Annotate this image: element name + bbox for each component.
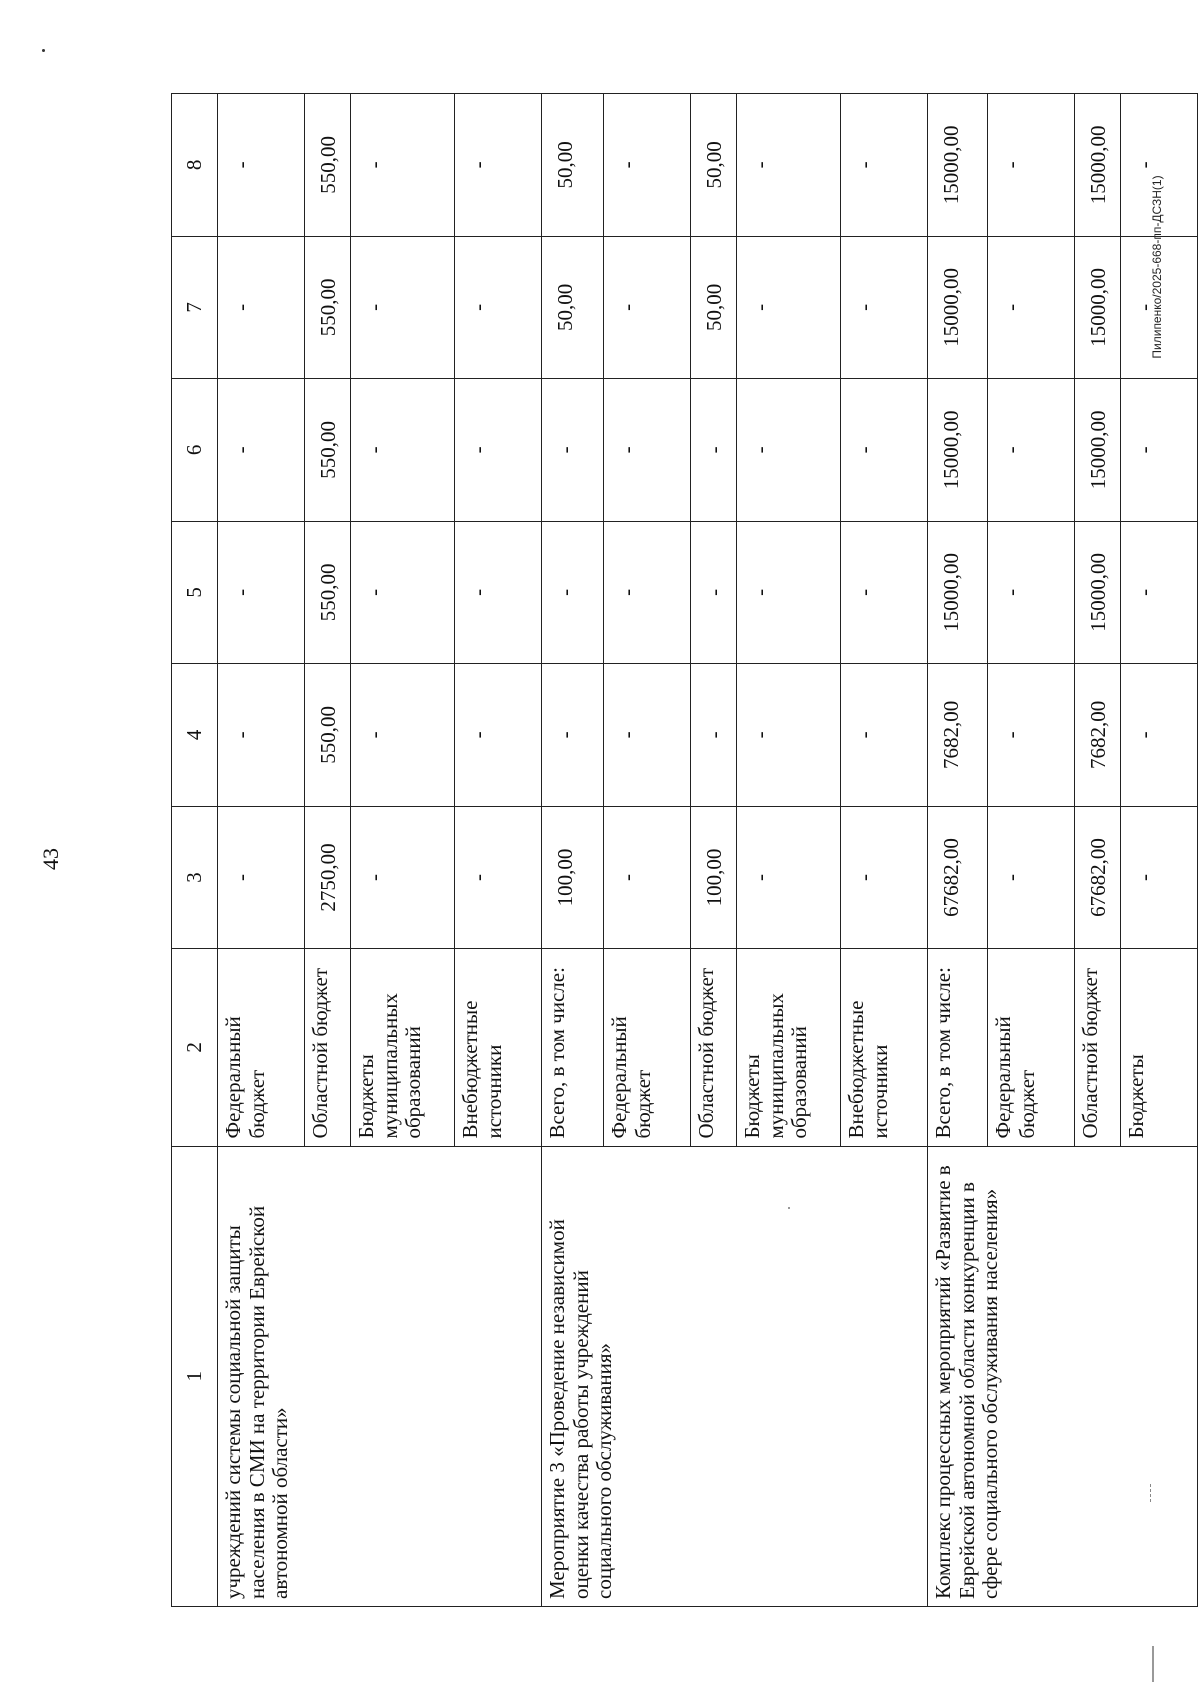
amount-cell: - bbox=[988, 521, 1075, 664]
amount-cell: - bbox=[1121, 664, 1198, 807]
amount-cell: - bbox=[455, 664, 542, 807]
amount-cell: 15000,00 bbox=[1075, 94, 1121, 237]
amount-cell: - bbox=[351, 94, 455, 237]
scan-speck bbox=[42, 49, 45, 52]
amount-cell: - bbox=[604, 806, 691, 949]
amount-cell: - bbox=[351, 236, 455, 379]
amount-cell: 15000,00 bbox=[928, 94, 988, 237]
amount-cell: 15000,00 bbox=[928, 379, 988, 522]
amount-cell: - bbox=[604, 379, 691, 522]
amount-cell: - bbox=[604, 236, 691, 379]
funding-source: Всего, в том числе: bbox=[542, 949, 604, 1146]
funding-source: Бюджеты муниципальных образований bbox=[351, 949, 455, 1146]
amount-cell: - bbox=[988, 664, 1075, 807]
amount-cell: 15000,00 bbox=[928, 521, 988, 664]
amount-cell: - bbox=[841, 236, 928, 379]
amount-cell: - bbox=[351, 806, 455, 949]
funding-source: Внебюджетные источники bbox=[455, 949, 542, 1146]
amount-cell: 550,00 bbox=[305, 521, 351, 664]
amount-cell: 2750,00 bbox=[305, 806, 351, 949]
amount-cell: - bbox=[455, 379, 542, 522]
funding-source: Федеральный бюджет bbox=[218, 949, 305, 1146]
amount-cell: - bbox=[737, 94, 841, 237]
amount-cell: - bbox=[604, 521, 691, 664]
amount-cell: - bbox=[218, 236, 305, 379]
amount-cell: 50,00 bbox=[691, 94, 737, 237]
amount-cell: - bbox=[455, 806, 542, 949]
amount-cell: - bbox=[737, 806, 841, 949]
amount-cell: - bbox=[218, 521, 305, 664]
funding-source: Внебюджетные источники bbox=[841, 949, 928, 1146]
amount-cell: 7682,00 bbox=[928, 664, 988, 807]
amount-cell: - bbox=[218, 379, 305, 522]
amount-cell: 550,00 bbox=[305, 664, 351, 807]
funding-source: Федеральный бюджет bbox=[604, 949, 691, 1146]
amount-cell: 100,00 bbox=[691, 806, 737, 949]
column-header: 6 bbox=[172, 379, 218, 522]
amount-cell: 67682,00 bbox=[928, 806, 988, 949]
amount-cell: 15000,00 bbox=[928, 236, 988, 379]
amount-cell: - bbox=[988, 236, 1075, 379]
funding-source: Федеральный бюджет bbox=[988, 949, 1075, 1146]
activity-name-cell bbox=[218, 1146, 542, 1606]
table-row bbox=[218, 94, 305, 1607]
amount-cell: - bbox=[542, 521, 604, 664]
amount-cell: 100,00 bbox=[542, 806, 604, 949]
funding-source: Областной бюджет bbox=[305, 949, 351, 1146]
amount-cell: - bbox=[1121, 236, 1198, 379]
funding-source: Бюджеты bbox=[1121, 949, 1198, 1146]
amount-cell: 550,00 bbox=[305, 236, 351, 379]
amount-cell: - bbox=[542, 379, 604, 522]
activity-name: учреждений системы социальной защиты населения в СМИ на территории Еврейской автономной области» bbox=[221, 1205, 293, 1599]
amount-cell: - bbox=[988, 806, 1075, 949]
amount-cell: - bbox=[542, 664, 604, 807]
activity-name: Мероприятие 3 «Проведение независимой оценки качества работы учреждений социального обслуживания» bbox=[545, 1219, 617, 1599]
amount-cell: 15000,00 bbox=[1075, 236, 1121, 379]
column-header: 5 bbox=[172, 521, 218, 664]
funding-source: Областной бюджет bbox=[691, 949, 737, 1146]
amount-cell: - bbox=[1121, 379, 1198, 522]
amount-cell: - bbox=[218, 94, 305, 237]
amount-cell: - bbox=[737, 664, 841, 807]
amount-cell: 50,00 bbox=[542, 94, 604, 237]
budget-table bbox=[171, 93, 1198, 1607]
amount-cell: - bbox=[691, 379, 737, 522]
amount-cell: - bbox=[455, 236, 542, 379]
activity-name-cell bbox=[542, 1146, 928, 1606]
amount-cell: 15000,00 bbox=[1075, 379, 1121, 522]
amount-cell: - bbox=[604, 664, 691, 807]
amount-cell: - bbox=[841, 664, 928, 807]
funding-source: Всего, в том числе: bbox=[928, 949, 988, 1146]
amount-cell: 67682,00 bbox=[1075, 806, 1121, 949]
amount-cell: - bbox=[1121, 806, 1198, 949]
amount-cell: - bbox=[218, 806, 305, 949]
amount-cell: - bbox=[1121, 94, 1198, 237]
amount-cell: - bbox=[841, 94, 928, 237]
funding-source: Бюджеты муниципальных образований bbox=[737, 949, 841, 1146]
amount-cell: 7682,00 bbox=[1075, 664, 1121, 807]
amount-cell: - bbox=[351, 379, 455, 522]
scan-mark bbox=[1152, 1646, 1154, 1682]
amount-cell: 15000,00 bbox=[1075, 521, 1121, 664]
header-row bbox=[172, 94, 218, 1607]
amount-cell: 50,00 bbox=[542, 236, 604, 379]
amount-cell: 550,00 bbox=[305, 94, 351, 237]
amount-cell: - bbox=[737, 521, 841, 664]
document-code: Пилипенко/2025-668-пп-ДСЗН(1) bbox=[1150, 175, 1164, 359]
amount-cell: - bbox=[218, 664, 305, 807]
amount-cell: - bbox=[737, 236, 841, 379]
column-header: 7 bbox=[172, 236, 218, 379]
amount-cell: - bbox=[351, 664, 455, 807]
amount-cell: 50,00 bbox=[691, 236, 737, 379]
column-header: 4 bbox=[172, 664, 218, 807]
amount-cell: - bbox=[988, 94, 1075, 237]
column-header: 2 bbox=[172, 949, 218, 1146]
amount-cell: - bbox=[351, 521, 455, 664]
amount-cell: - bbox=[604, 94, 691, 237]
amount-cell: - bbox=[455, 94, 542, 237]
activity-name-cell bbox=[928, 1146, 1198, 1606]
activity-name: Комплекс процессных мероприятий «Развитие в Еврейской автономной области конкуренции в сфере социального обслуживания населения» bbox=[931, 1165, 1003, 1599]
column-header: 8 bbox=[172, 94, 218, 237]
amount-cell: - bbox=[841, 521, 928, 664]
amount-cell: - bbox=[455, 521, 542, 664]
amount-cell: - bbox=[691, 664, 737, 807]
amount-cell: 550,00 bbox=[305, 379, 351, 522]
table-row bbox=[542, 94, 604, 1607]
amount-cell: - bbox=[691, 521, 737, 664]
page-number: 43 bbox=[38, 848, 63, 870]
funding-source: Областной бюджет bbox=[1075, 949, 1121, 1146]
amount-cell: - bbox=[1121, 521, 1198, 664]
amount-cell: - bbox=[737, 379, 841, 522]
amount-cell: - bbox=[988, 379, 1075, 522]
amount-cell: - bbox=[841, 806, 928, 949]
column-header: 3 bbox=[172, 806, 218, 949]
table-row bbox=[928, 94, 988, 1607]
column-header: 1 bbox=[172, 1146, 218, 1606]
amount-cell: - bbox=[841, 379, 928, 522]
